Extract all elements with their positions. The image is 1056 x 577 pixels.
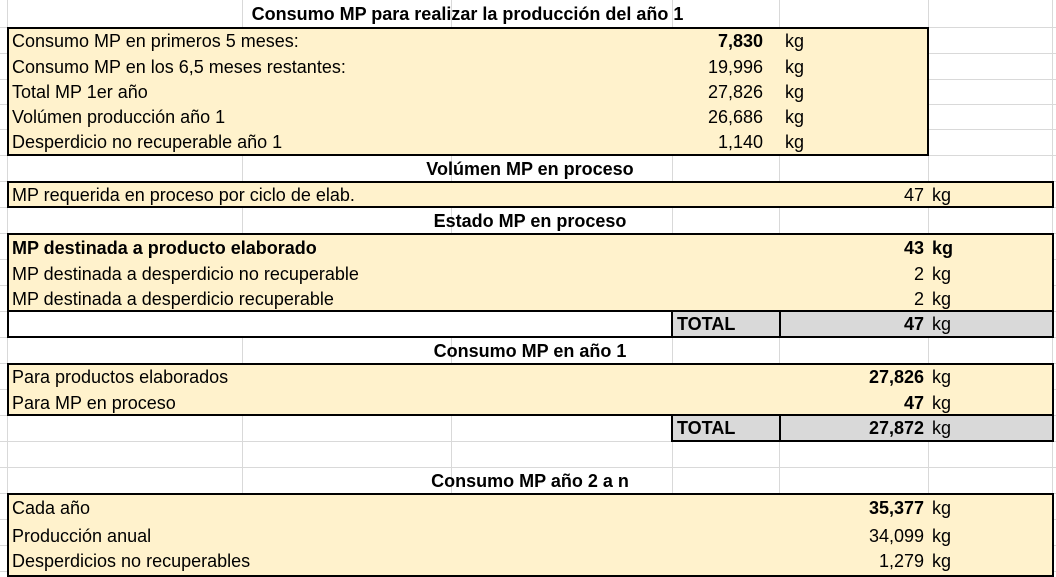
row-value[interactable]: 26,686 xyxy=(707,107,763,127)
row-unit: kg xyxy=(785,57,805,77)
row-unit: kg xyxy=(932,264,952,284)
section-title-consumo-mp-en-ano-1: Consumo MP en año 1 xyxy=(433,341,627,361)
row-label[interactable]: MP destinada a desperdicio recuperable xyxy=(12,289,334,309)
row-label[interactable]: MP destinada a producto elaborado xyxy=(12,238,317,258)
row-value[interactable]: 35,377 xyxy=(868,498,924,518)
section-title-consumo-mp-ano-1: Consumo MP para realizar la producción del año 1 xyxy=(251,4,684,24)
row-unit: kg xyxy=(785,107,805,127)
row-unit: kg xyxy=(932,551,952,571)
row-unit: kg xyxy=(932,498,952,518)
row-value[interactable]: 43 xyxy=(903,238,924,258)
row-label[interactable]: Desperdicios no recuperables xyxy=(12,551,251,571)
row-label[interactable]: MP destinada a desperdicio no recuperable xyxy=(12,264,359,284)
total-value[interactable]: 47 xyxy=(903,314,924,334)
row-unit: kg xyxy=(932,367,952,387)
total-value[interactable]: 27,872 xyxy=(868,418,924,438)
row-unit: kg xyxy=(785,31,805,51)
blank-row xyxy=(7,310,673,338)
row-label[interactable]: Para productos elaborados xyxy=(12,367,229,387)
row-value[interactable]: 47 xyxy=(903,393,924,413)
row-label[interactable]: Consumo MP en los 6,5 meses restantes: xyxy=(12,57,346,77)
row-value[interactable]: 27,826 xyxy=(707,82,763,102)
row-unit: kg xyxy=(785,82,805,102)
total-unit: kg xyxy=(932,314,952,334)
row-value[interactable]: 1,279 xyxy=(878,551,924,571)
row-label[interactable]: Para MP en proceso xyxy=(12,393,176,413)
section-title-estado-mp-proceso: Estado MP en proceso xyxy=(433,211,627,231)
row-unit: kg xyxy=(785,132,805,152)
row-value[interactable]: 47 xyxy=(903,185,924,205)
row-unit: kg xyxy=(932,393,952,413)
row-unit: kg xyxy=(932,185,952,205)
row-value[interactable]: 27,826 xyxy=(868,367,924,387)
row-value[interactable]: 34,099 xyxy=(868,526,924,546)
row-label[interactable]: Desperdicio no recuperable año 1 xyxy=(12,132,283,152)
total-label[interactable]: TOTAL xyxy=(677,314,736,334)
row-label[interactable]: Volúmen producción año 1 xyxy=(12,107,226,127)
section-title-consumo-mp-ano-2-n: Consumo MP año 2 a n xyxy=(431,471,629,491)
row-unit: kg xyxy=(932,238,954,258)
total-label[interactable]: TOTAL xyxy=(677,418,736,438)
row-unit: kg xyxy=(932,289,952,309)
row-label[interactable]: Total MP 1er año xyxy=(12,82,148,102)
row-value[interactable]: 1,140 xyxy=(717,132,763,152)
row-label[interactable]: Cada año xyxy=(12,498,91,518)
row-unit: kg xyxy=(932,526,952,546)
row-label[interactable]: MP requerida en proceso por ciclo de elab. xyxy=(12,185,355,205)
row-label[interactable]: Producción anual xyxy=(12,526,152,546)
total-unit: kg xyxy=(932,418,952,438)
row-label[interactable]: Consumo MP en primeros 5 meses: xyxy=(12,31,299,51)
section-title-volumen-mp-proceso: Volúmen MP en proceso xyxy=(426,159,634,179)
row-value[interactable]: 2 xyxy=(913,264,924,284)
gridline xyxy=(0,467,1056,468)
row-value[interactable]: 19,996 xyxy=(707,57,763,77)
row-value[interactable]: 7,830 xyxy=(717,31,763,51)
row-value[interactable]: 2 xyxy=(913,289,924,309)
